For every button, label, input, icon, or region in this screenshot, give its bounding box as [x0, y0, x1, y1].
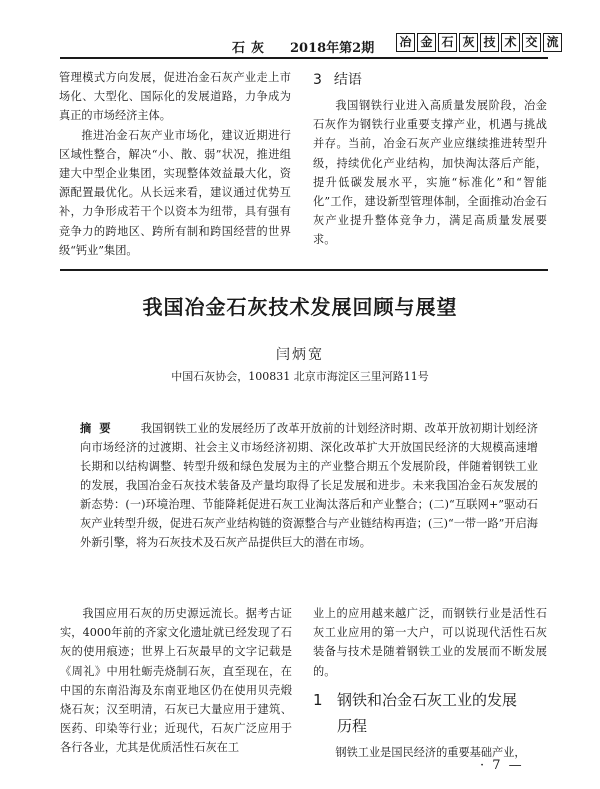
section-heading: [313, 687, 547, 739]
prev-article-left-column: [59, 68, 291, 260]
column-char: 流: [543, 33, 562, 52]
paragraph: 我国钢铁行业进入高质量发展阶段，冶金石灰作为钢铁行业重要支撑产业，机遇与挑战并存。当前，冶金石灰产业应继续推进转型升级，持续优化产业结构，加快淘汰落后产能，提升低碳发展水平，实施“标准化”和“智能化”工作，建设新型管理体制，全面推动冶金石灰产业提升整体竞争力，满足高质量发展要求。: [313, 99, 547, 247]
paragraph: 推进冶金石灰产业市场化，建议近期进行区域性整合，解决“小、散、弱”状况，推进组建大中型企业集团，实现整体效益最大化，资源配置最优化。从长远来看，建议通过优势互补，力争形成若干个以资本为纽带，具有强有竞争力的跨地区、跨所有制和跨国经营的世界级“钙业”集团。: [59, 128, 291, 257]
abstract-label: 摘要: [80, 422, 119, 435]
section-title-continued: 历程: [337, 716, 368, 735]
issue-label: 2018年第2期: [290, 41, 375, 56]
section-title: 结语: [333, 72, 362, 88]
paragraph: 业上的应用越来越广泛，而钢铁行业是活性石灰工业应用的第一大户，可以说现代活性石灰装备与技术是随着钢铁工业的发展而不断发展的。: [313, 607, 547, 678]
section-heading: [313, 68, 547, 92]
paragraph: 钢铁工业是国民经济的重要基础产业，: [335, 745, 526, 759]
article-author: 闫炳宽: [276, 347, 324, 363]
abstract-text: 我国钢铁工业的发展经历了改革开放前的计划经济时期、改革开放初期计划经济向市场经济的过渡期、社会主义市场经济初期、深化改革扩大开放国民经济的大规模高速增长期和以结构调整、转型升级和绿色发展为主的产业整合期五个发展阶段，伴随着钢铁工业的发展，我国冶金石灰技术装备及产量均取得了长足发展和进步。未来我国冶金石灰发展的新态势：(一)环境治理、节能降耗促进石灰工业淘汰落后和产业整合；(二)“互联网+”驱动石灰产业转型升级，促进石灰产业结构链的资源整合与产业链结构再造；(三)“一带一路”开启海外新引擎，将为石灰技术及石灰产品提供巨大的潜在市场。: [80, 422, 538, 549]
column-name-boxes: [396, 33, 564, 52]
header-rule: [60, 57, 548, 59]
column-char: 金: [417, 33, 436, 52]
section-number: 3: [313, 72, 322, 88]
abstract: [80, 419, 538, 552]
journal-name: 石灰: [232, 41, 271, 56]
paragraph: 我国应用石灰的历史源远流长。据考古证实，4000年前的齐家文化遗址就已经发现了石灰的使用痕迹；世界上石灰最早的文字记载是《周礼》中用牡蛎壳烧制石灰，直至现在，在中国的东南沿海及东南亚地区仍在使用贝壳煅烧石灰；汉至明清，石灰已大量应用于建筑、医药、印染等行业；近现代，石灰广泛应用于各行各业，尤其是优质活性石灰在工: [60, 607, 292, 755]
column-char: 石: [438, 33, 457, 52]
column-char: 冶: [396, 33, 415, 52]
article-divider: [60, 269, 548, 271]
column-char: 技: [480, 33, 499, 52]
column-char: 术: [501, 33, 520, 52]
article-title: 我国冶金石灰技术发展回顾与展望: [142, 295, 458, 319]
column-char: 交: [522, 33, 541, 52]
section-number: 1: [313, 690, 323, 709]
paragraph: 管理模式方向发展，促进冶金石灰产业走上市场化、大型化、国际化的发展道路，力争成为真正的市场经济主体。: [59, 71, 291, 123]
column-char: 灰: [459, 33, 478, 52]
author-affiliation: 中国石灰协会，100831 北京市海淀区三里河路11号: [171, 370, 429, 383]
body-left-column: [60, 604, 292, 758]
body-right-column: [313, 604, 547, 762]
section-title: 钢铁和冶金石灰工业的发展: [337, 690, 518, 709]
page-number: · 7 —: [480, 758, 524, 773]
prev-article-right-column: [313, 68, 547, 250]
